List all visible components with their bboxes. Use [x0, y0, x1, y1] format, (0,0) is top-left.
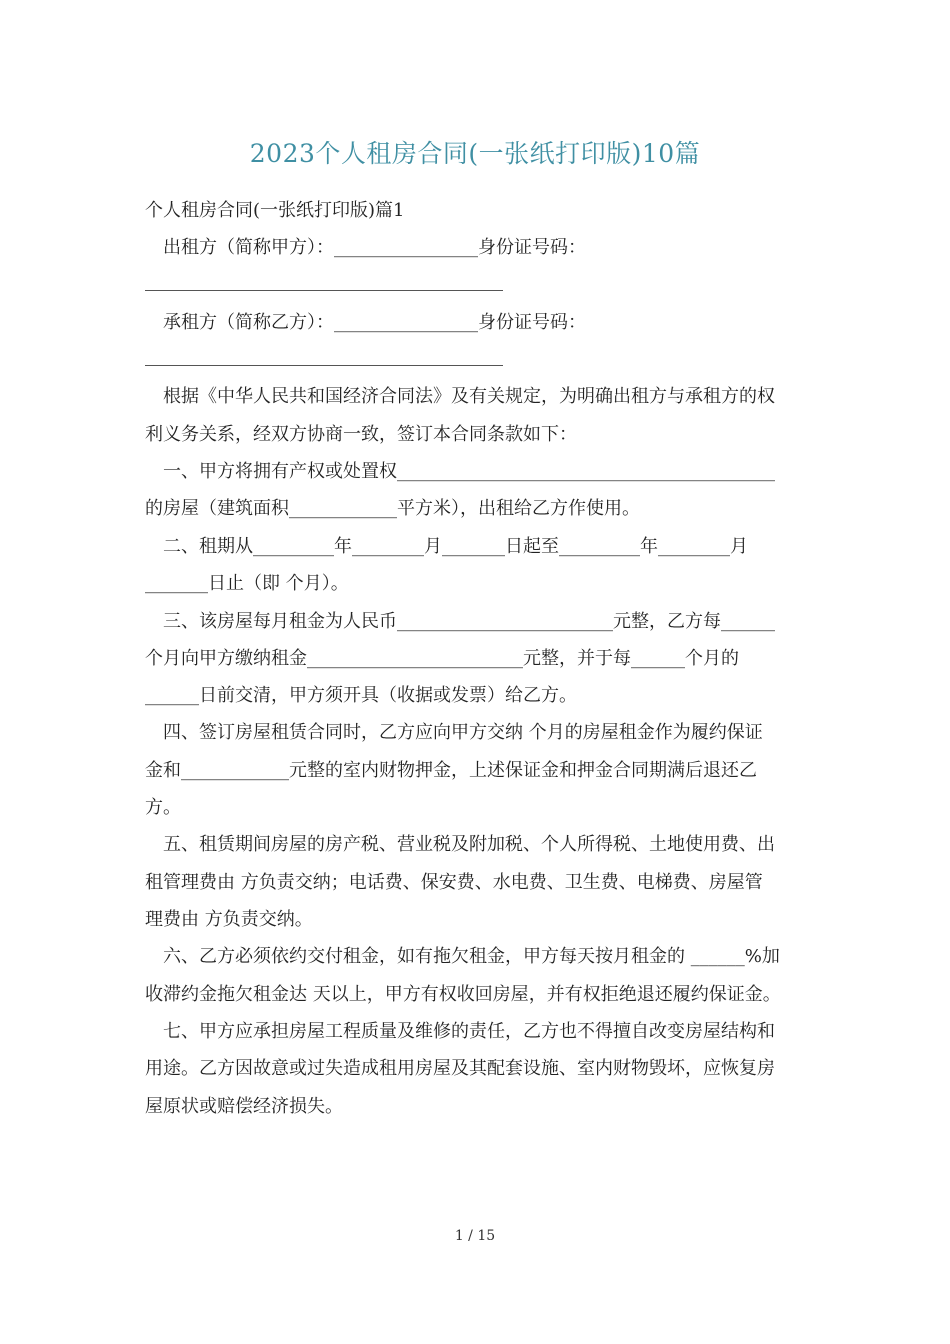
clause-6-line: 六、乙方必须依约交付租金，如有拖欠租金，甲方每天按月租金的 ______%加 — [163, 946, 780, 967]
clause-5-line: 理费由 方负责交纳。 — [145, 909, 313, 930]
clause-4-line: 金和____________元整的室内财物押金，上述保证金和押金合同期满后退还乙 — [145, 760, 757, 781]
clause-6-line: 收滞约金拖欠租金达 天以上，甲方有权收回房屋，并有权拒绝退还履约保证金。 — [145, 984, 781, 1005]
clause-7-line: 七、甲方应承担房屋工程质量及维修的责任，乙方也不得擅自改变房屋结构和 — [163, 1021, 775, 1042]
clause-1-line: 的房屋（建筑面积____________平方米），出租给乙方作使用。 — [145, 498, 640, 519]
tenant-id-blank — [145, 365, 503, 366]
clause-2-line: _______日止（即 个月）。 — [145, 573, 349, 594]
page-number: 1 / 15 — [454, 1228, 496, 1244]
clause-3-line: 三、该房屋每月租金为人民币________________________元整，乙方每______ — [163, 611, 775, 632]
paragraph-line: 根据《中华人民共和国经济合同法》及有关规定，为明确出租方与承租方的权 — [163, 386, 775, 407]
clause-5-line: 五、租赁期间房屋的房产税、营业税及附加税、个人所得税、土地使用费、出 — [163, 834, 775, 855]
clause-7-line: 屋原状或赔偿经济损失。 — [145, 1096, 343, 1117]
landlord-line: 出租方（简称甲方）：________________身份证号码： — [163, 237, 586, 258]
clause-4-line: 四、签订房屋租赁合同时，乙方应向甲方交纳 个月的房屋租金作为履约保证 — [163, 722, 763, 743]
paragraph-line: 利义务关系，经双方协商一致，签订本合同条款如下： — [145, 424, 577, 445]
section-title: 个人租房合同(一张纸打印版)篇1 — [145, 200, 405, 221]
clause-5-line: 租管理费由 方负责交纳；电话费、保安费、水电费、卫生费、电梯费、房屋管 — [145, 872, 763, 893]
clause-4-line: 方。 — [145, 797, 181, 818]
clause-2-line: 二、租期从_________年________月_______日起至_________年________月 — [163, 536, 748, 557]
clause-3-line: 个月向甲方缴纳租金________________________元整，并于每______个月的 — [145, 648, 739, 669]
clause-3-line: ______日前交清，甲方须开具（收据或发票）给乙方。 — [145, 685, 577, 706]
clause-1-line: 一、甲方将拥有产权或处置权__________________________________________ — [163, 461, 775, 482]
tenant-line: 承租方（简称乙方）：________________身份证号码： — [163, 312, 586, 333]
document-title: 2023个人租房合同(一张纸打印版)10篇 — [249, 139, 701, 168]
landlord-id-blank — [145, 290, 503, 291]
clause-7-line: 用途。乙方因故意或过失造成租用房屋及其配套设施、室内财物毁坏，应恢复房 — [145, 1058, 775, 1079]
